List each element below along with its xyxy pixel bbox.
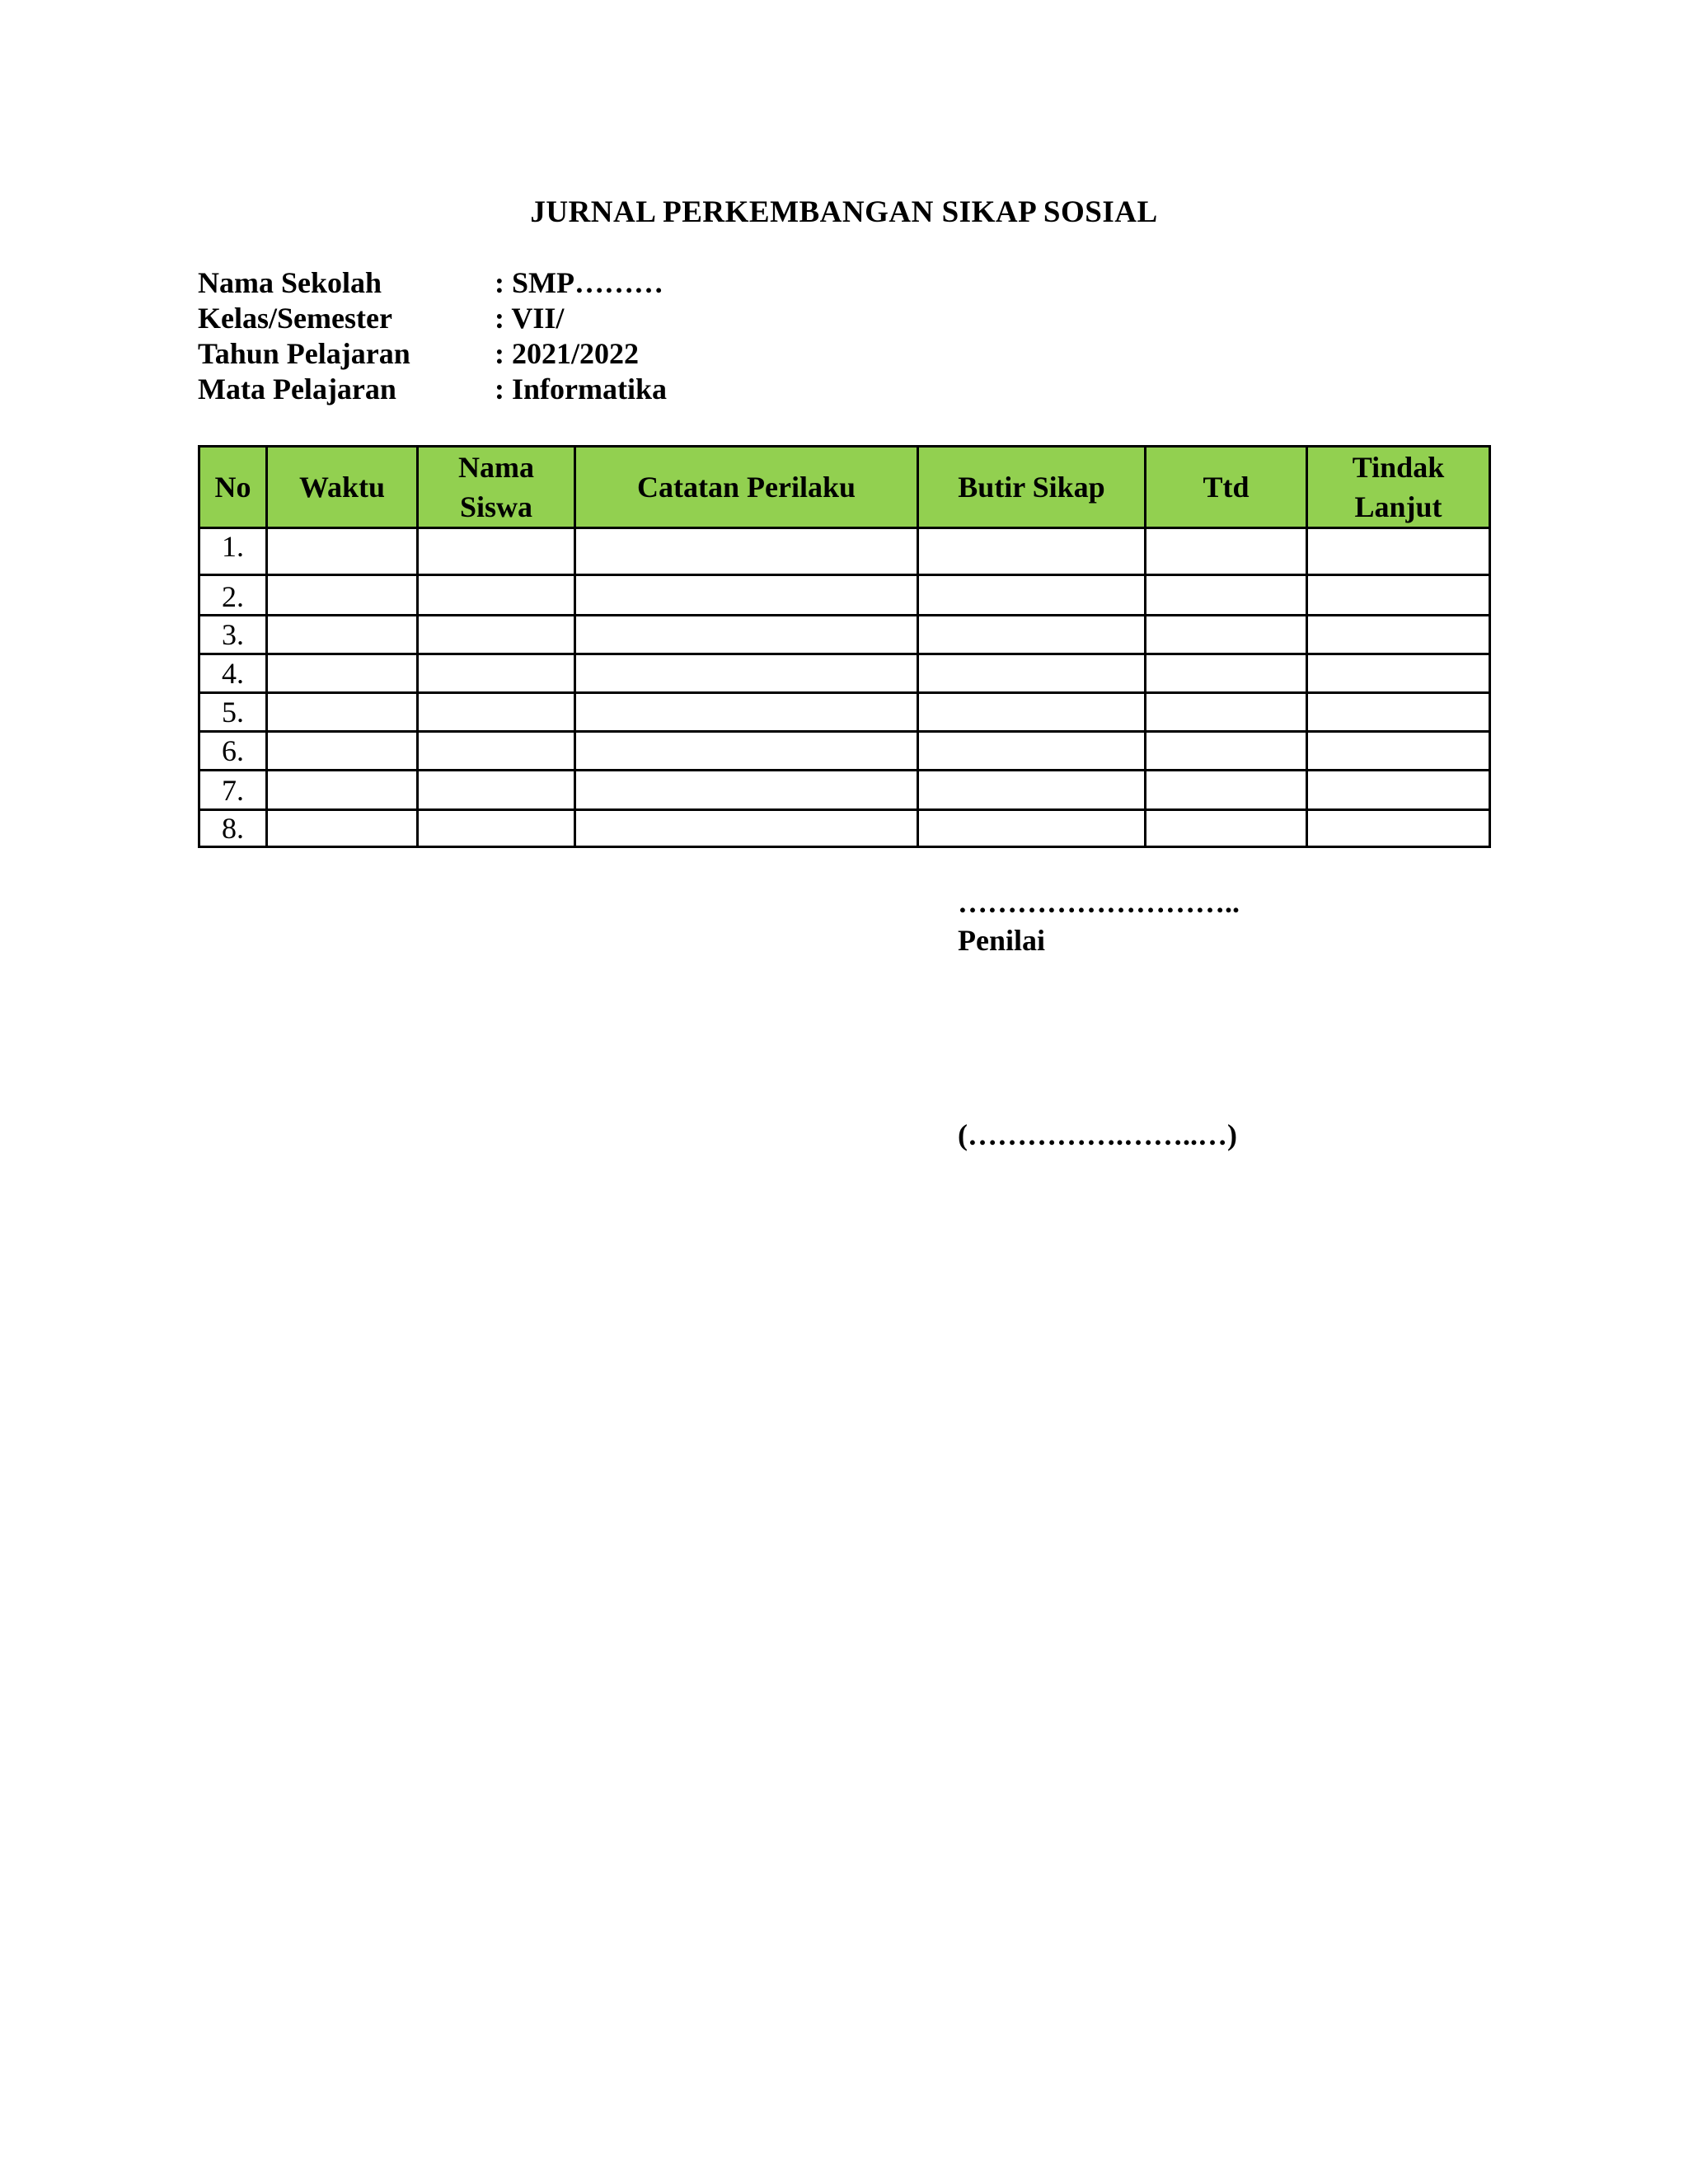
table-row <box>199 616 1490 654</box>
info-value: : Informatika <box>495 373 667 405</box>
cell-catatan-perilaku[interactable] <box>575 693 918 732</box>
info-row-mata-pelajaran <box>198 372 667 407</box>
cell-butir-sikap[interactable] <box>918 771 1146 810</box>
signature-date-line: ……………………….. <box>958 886 1240 919</box>
cell-nama-siswa[interactable] <box>418 810 575 847</box>
cell-waktu[interactable] <box>267 616 418 654</box>
signature-name-line: (…………….……..…) <box>958 1118 1237 1151</box>
cell-catatan-perilaku[interactable] <box>575 771 918 810</box>
cell-butir-sikap[interactable] <box>918 575 1146 616</box>
cell-tindak-lanjut[interactable] <box>1307 693 1490 732</box>
cell-catatan-perilaku[interactable] <box>575 616 918 654</box>
cell-tindak-lanjut[interactable] <box>1307 575 1490 616</box>
table-row <box>199 771 1490 810</box>
cell-tindak-lanjut[interactable] <box>1307 771 1490 810</box>
journal-table <box>198 445 1491 848</box>
signature-role: Penilai <box>958 924 1045 957</box>
info-row-kelas-semester <box>198 301 667 336</box>
cell-tindak-lanjut[interactable] <box>1307 732 1490 771</box>
cell-nama-siswa[interactable] <box>418 575 575 616</box>
cell-butir-sikap[interactable] <box>918 654 1146 693</box>
cell-ttd[interactable] <box>1146 575 1307 616</box>
cell-catatan-perilaku[interactable] <box>575 528 918 575</box>
info-row-nama-sekolah <box>198 265 667 301</box>
row-number: 1. <box>199 528 267 575</box>
column-header-nama-siswa: Nama Siswa <box>418 447 575 528</box>
row-number: 6. <box>199 732 267 771</box>
cell-tindak-lanjut[interactable] <box>1307 810 1490 847</box>
cell-butir-sikap[interactable] <box>918 732 1146 771</box>
cell-catatan-perilaku[interactable] <box>575 654 918 693</box>
cell-waktu[interactable] <box>267 693 418 732</box>
column-header-tindak-lanjut: Tindak Lanjut <box>1307 447 1490 528</box>
info-label: Tahun Pelajaran <box>198 337 410 370</box>
cell-waktu[interactable] <box>267 575 418 616</box>
cell-waktu[interactable] <box>267 771 418 810</box>
table-row <box>199 693 1490 732</box>
cell-butir-sikap[interactable] <box>918 616 1146 654</box>
cell-tindak-lanjut[interactable] <box>1307 654 1490 693</box>
column-header-catatan-perilaku: Catatan Perilaku <box>575 447 918 528</box>
info-label: Nama Sekolah <box>198 266 382 299</box>
info-value: : 2021/2022 <box>495 337 639 370</box>
column-header-waktu: Waktu <box>267 447 418 528</box>
cell-tindak-lanjut[interactable] <box>1307 616 1490 654</box>
table-row <box>199 732 1490 771</box>
row-number: 2. <box>199 575 267 616</box>
info-row-tahun-pelajaran <box>198 336 667 372</box>
row-number: 7. <box>199 771 267 810</box>
info-label: Kelas/Semester <box>198 302 392 335</box>
cell-ttd[interactable] <box>1146 771 1307 810</box>
cell-ttd[interactable] <box>1146 693 1307 732</box>
cell-nama-siswa[interactable] <box>418 654 575 693</box>
cell-butir-sikap[interactable] <box>918 528 1146 575</box>
cell-nama-siswa[interactable] <box>418 771 575 810</box>
cell-ttd[interactable] <box>1146 732 1307 771</box>
table-header-row <box>199 447 1490 528</box>
table-row <box>199 575 1490 616</box>
column-header-butir-sikap: Butir Sikap <box>918 447 1146 528</box>
cell-catatan-perilaku[interactable] <box>575 810 918 847</box>
row-number: 4. <box>199 654 267 693</box>
cell-catatan-perilaku[interactable] <box>575 575 918 616</box>
cell-ttd[interactable] <box>1146 810 1307 847</box>
row-number: 3. <box>199 616 267 654</box>
cell-ttd[interactable] <box>1146 616 1307 654</box>
cell-nama-siswa[interactable] <box>418 528 575 575</box>
table-row <box>199 810 1490 847</box>
document-info <box>198 265 667 407</box>
cell-ttd[interactable] <box>1146 654 1307 693</box>
cell-butir-sikap[interactable] <box>918 693 1146 732</box>
info-value: : SMP……… <box>495 266 663 299</box>
cell-nama-siswa[interactable] <box>418 732 575 771</box>
cell-waktu[interactable] <box>267 654 418 693</box>
info-label: Mata Pelajaran <box>198 373 396 405</box>
info-value: : VII/ <box>495 302 565 335</box>
column-header-no: No <box>199 447 267 528</box>
cell-catatan-perilaku[interactable] <box>575 732 918 771</box>
cell-butir-sikap[interactable] <box>918 810 1146 847</box>
cell-ttd[interactable] <box>1146 528 1307 575</box>
cell-nama-siswa[interactable] <box>418 693 575 732</box>
table-row <box>199 654 1490 693</box>
column-header-ttd: Ttd <box>1146 447 1307 528</box>
cell-tindak-lanjut[interactable] <box>1307 528 1490 575</box>
cell-waktu[interactable] <box>267 732 418 771</box>
cell-nama-siswa[interactable] <box>418 616 575 654</box>
document-title: JURNAL PERKEMBANGAN SIKAP SOSIAL <box>530 195 1158 229</box>
table-row <box>199 528 1490 575</box>
cell-waktu[interactable] <box>267 528 418 575</box>
row-number: 5. <box>199 693 267 732</box>
cell-waktu[interactable] <box>267 810 418 847</box>
row-number: 8. <box>199 810 267 847</box>
